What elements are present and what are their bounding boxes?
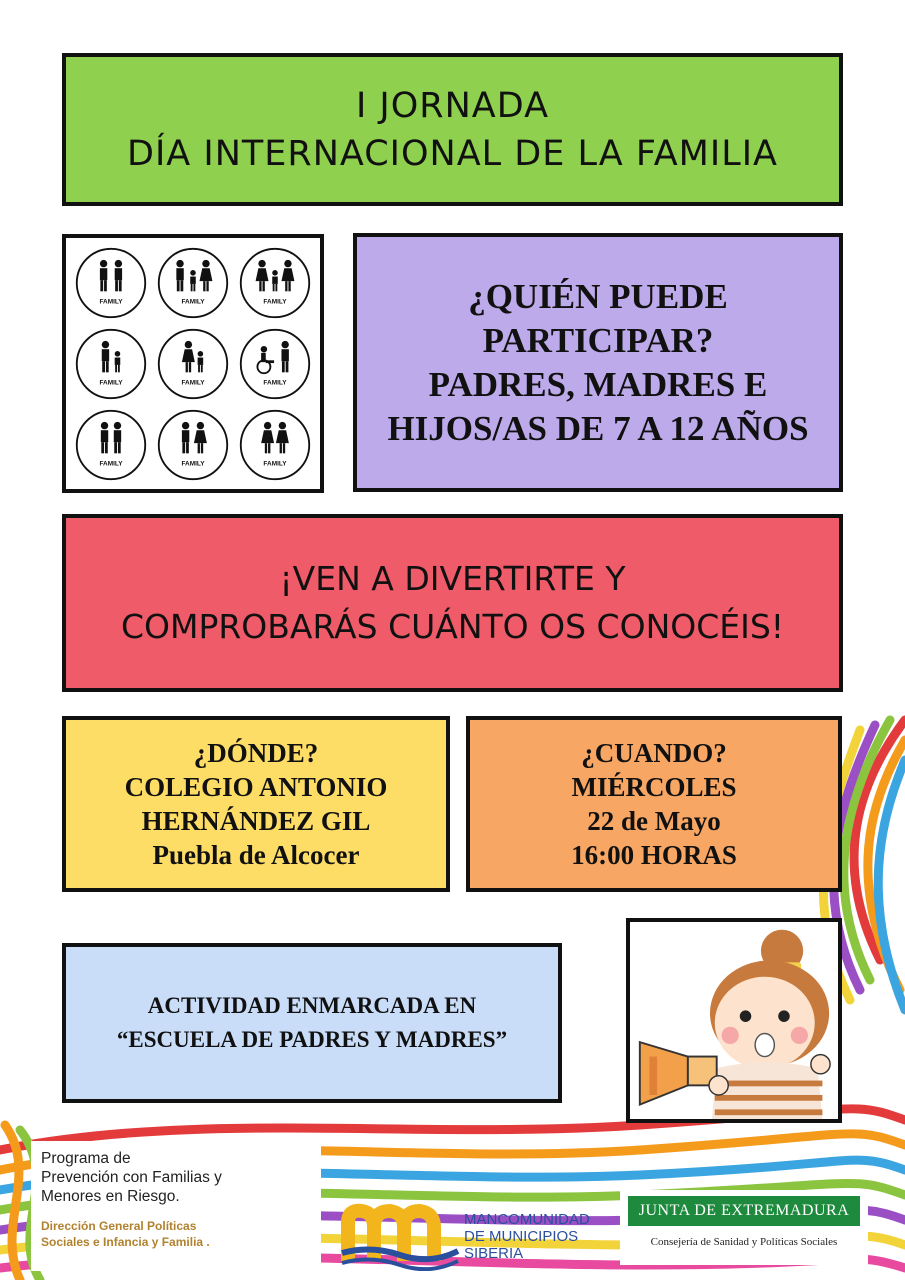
family-icon-9: [236, 408, 314, 482]
when-panel: [466, 716, 842, 892]
two-women-child-icon: [238, 246, 312, 320]
svg-text:FAMILY: FAMILY: [263, 378, 287, 386]
junta-extremadura-logo: [620, 1190, 868, 1265]
svg-text:FAMILY: FAMILY: [181, 378, 205, 386]
when-heading: ¿CUANDO?: [581, 738, 727, 768]
fun-line-1: ¡VEN A DIVERTIRTE Y: [279, 559, 626, 598]
family-icon-5: [154, 327, 232, 401]
manco-line-3: SIBERIA: [464, 1244, 524, 1262]
svg-text:FAMILY: FAMILY: [99, 378, 123, 386]
program-line-1: Programa de: [41, 1150, 131, 1167]
two-men-icon: [74, 246, 148, 320]
svg-text:FAMILY: FAMILY: [181, 459, 205, 467]
program-line-5: Sociales e Infancia y Familia .: [41, 1235, 210, 1249]
come-have-fun-banner: [62, 514, 843, 692]
svg-text:FAMILY: FAMILY: [99, 459, 123, 467]
svg-text:FAMILY: FAMILY: [181, 297, 205, 305]
who-line-3: PADRES, MADRES E: [428, 364, 768, 404]
program-line-3: Menores en Riesgo.: [41, 1188, 180, 1205]
manco-line-2: DE MUNICIPIOS: [464, 1227, 579, 1245]
svg-text:FAMILY: FAMILY: [263, 297, 287, 305]
two-men-pair-icon: [74, 408, 148, 482]
who-line-2: PARTICIPAR?: [482, 320, 714, 360]
where-line-1: COLEGIO ANTONIO: [124, 772, 388, 802]
fun-line-2: COMPROBARÁS CUÁNTO OS CONOCÉIS!: [120, 607, 785, 646]
where-line-2: HERNÁNDEZ GIL: [141, 806, 371, 836]
mother-child-icon: [156, 327, 230, 401]
when-line-3: 16:00 HORAS: [571, 840, 737, 870]
junta-title: JUNTA DE EXTREMADURA: [628, 1196, 860, 1226]
where-panel: [62, 716, 450, 892]
title-line-2: DÍA INTERNACIONAL DE LA FAMILIA: [127, 133, 778, 174]
who-line-1: ¿QUIÉN PUEDE: [468, 276, 728, 316]
who-line-4: HIJOS/AS DE 7 A 12 AÑOS: [387, 408, 809, 448]
family-icons-panel: [62, 234, 324, 493]
family-icon-7: [72, 408, 150, 482]
where-heading: ¿DÓNDE?: [193, 738, 319, 768]
program-line-4: Dirección General Políticas: [41, 1219, 197, 1233]
junta-subtitle: Consejería de Sanidad y Políticas Sociales: [650, 1236, 838, 1248]
girl-megaphone-illustration: [626, 918, 842, 1123]
family-icon-8: [154, 408, 232, 482]
program-logo: [31, 1141, 321, 1271]
mancomunidad-logo: [340, 1196, 620, 1276]
girl-megaphone-icon: [630, 922, 838, 1119]
title-banner: [62, 53, 843, 206]
where-line-3: Puebla de Alcocer: [152, 840, 360, 870]
when-line-1: MIÉRCOLES: [571, 772, 737, 802]
when-line-2: 22 de Mayo: [587, 806, 721, 836]
title-line-1: I JORNADA: [355, 85, 550, 126]
man-woman-pair-icon: [156, 408, 230, 482]
wheelchair-family-icon: [238, 327, 312, 401]
svg-text:FAMILY: FAMILY: [99, 297, 123, 305]
family-icon-6: [236, 327, 314, 401]
svg-text:FAMILY: FAMILY: [263, 459, 287, 467]
mancomunidad-m-icon: [340, 1201, 460, 1271]
family-icon-4: [72, 327, 150, 401]
who-can-participate-panel: [353, 233, 843, 492]
manco-line-1: MANCOMUNIDAD: [464, 1210, 590, 1228]
family-man-woman-child-icon: [156, 246, 230, 320]
family-icon-2: [154, 246, 232, 320]
activity-line-1: ACTIVIDAD ENMARCADA EN: [147, 993, 477, 1018]
activity-line-2: “ESCUELA DE PADRES Y MADRES”: [116, 1027, 508, 1052]
activity-panel: [62, 943, 562, 1103]
family-icon-3: [236, 246, 314, 320]
program-line-2: Prevención con Familias y: [41, 1169, 222, 1186]
family-icon-1: [72, 246, 150, 320]
two-women-pair-icon: [238, 408, 312, 482]
father-child-icon: [74, 327, 148, 401]
